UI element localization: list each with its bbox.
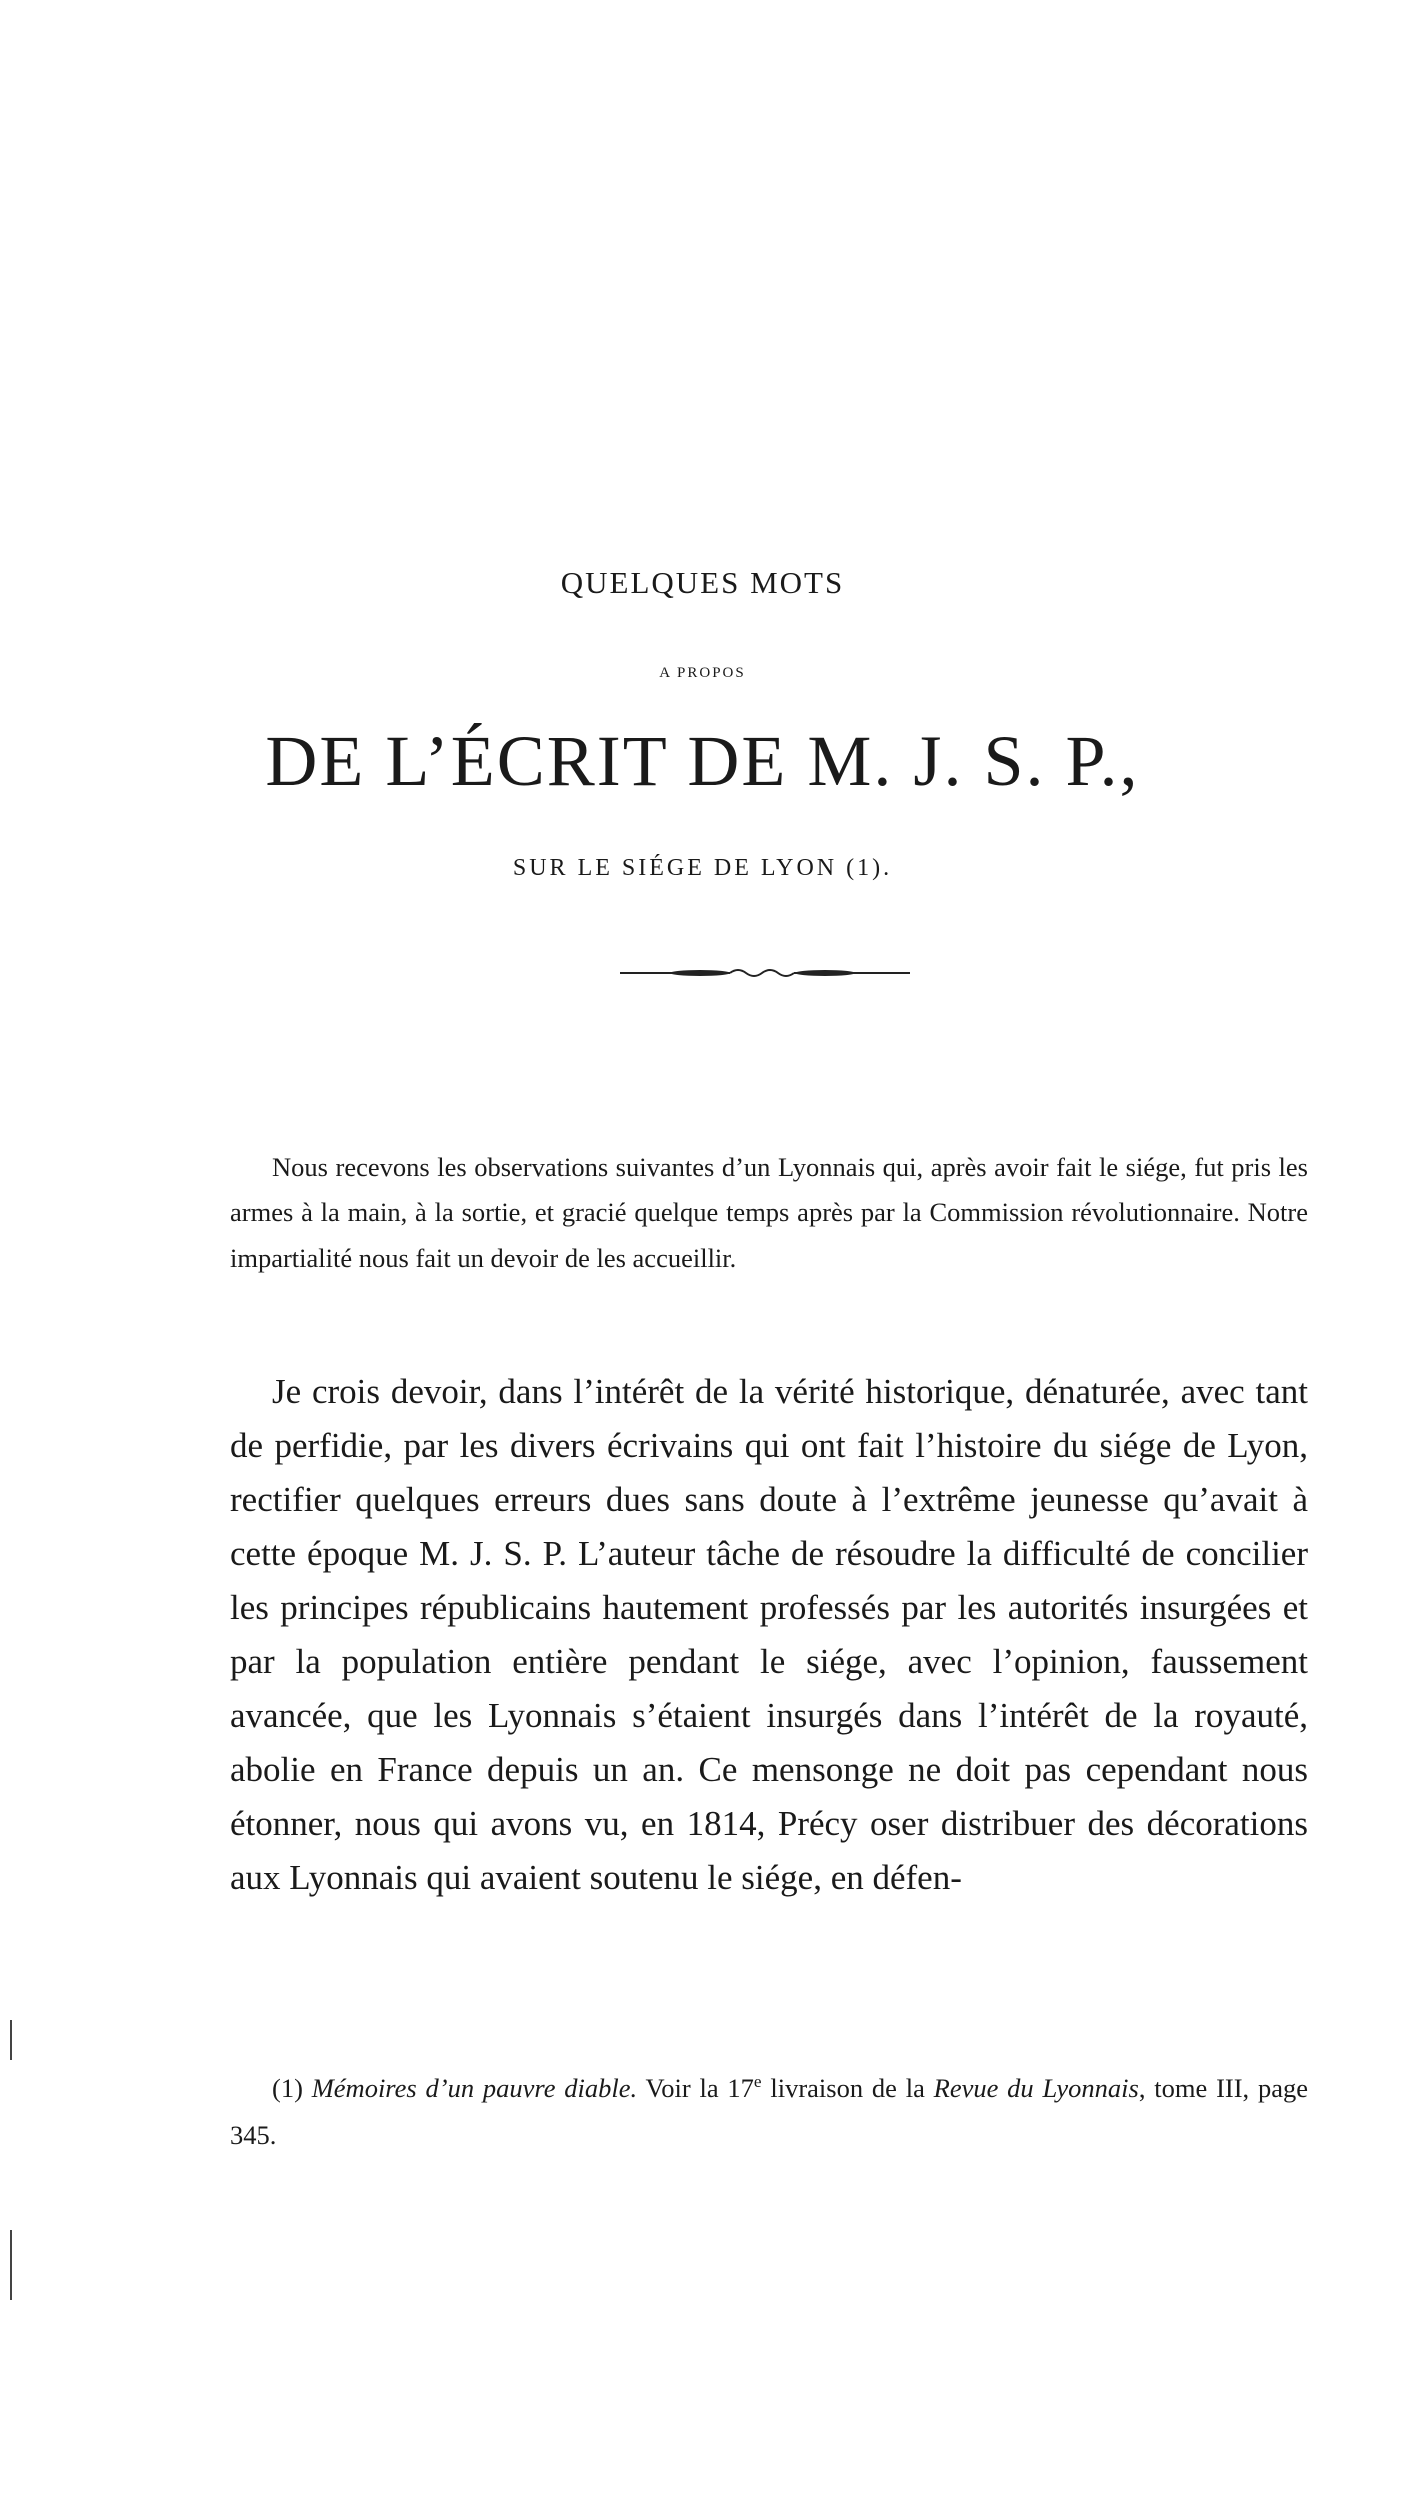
footnote-book-title: Mémoires d’un pauvre diable. (311, 2072, 638, 2103)
margin-scan-mark (10, 2020, 12, 2060)
intro-paragraph: Nous recevons les observations suivantes d’un Lyonnais qui, après avoir fait le siége, fut pris les armes à la main, à la sortie, et gracié quelque temps après par la Commission révolutionnaire. Notre impartialité nous fait un devoir de les accueillir. (230, 1151, 1308, 1273)
main-title: DE L’ÉCRIT DE M. J. S. P., (265, 721, 1140, 801)
footnote-text-before: Voir la 17 (645, 2072, 754, 2103)
footnote-journal: Revue du Lyonnais (933, 2072, 1139, 2103)
footnote-superscript: e (753, 2071, 762, 2091)
ornament-divider (620, 965, 910, 981)
footnote-text-mid: livraison de la (761, 2072, 934, 2103)
subtitle: SUR LE SIÉGE DE LYON (1). (512, 855, 893, 881)
main-paragraph: Je crois devoir, dans l’intérêt de la vérité historique, dénaturée, avec tant de perfidie, par les divers écrivains qui ont fait l’histoire du siége de Lyon, rectifier quelques erreurs dues sans doute à l’extrême jeunesse qu’avait à cette époque M. J. S. P. L’auteur tâche de résoudre la difficulté de concilier les principes républicains hautement professés par les autorités insurgées et par la population entière pendant le siége, avec l’opinion, faussement avancée, que les Lyonnais s’étaient insurgés dans l’intérêt de la royauté, abolie en France depuis un an. Ce mensonge ne doit pas cependant nous étonner, nous qui avons vu, en 1814, Précy oser distribuer des décorations aux Lyonnais qui avaient soutenu le siége, en défen- (230, 1372, 1308, 1897)
title-line-2: A PROPOS (659, 665, 746, 681)
footnote-marker: (1) (272, 2072, 303, 2103)
margin-scan-mark (10, 2230, 12, 2300)
title-line-1: QUELQUES MOTS (560, 565, 845, 600)
footnote-text-after: , tome III, page 345. (230, 2072, 1309, 2150)
footnote (230, 2065, 1308, 2159)
